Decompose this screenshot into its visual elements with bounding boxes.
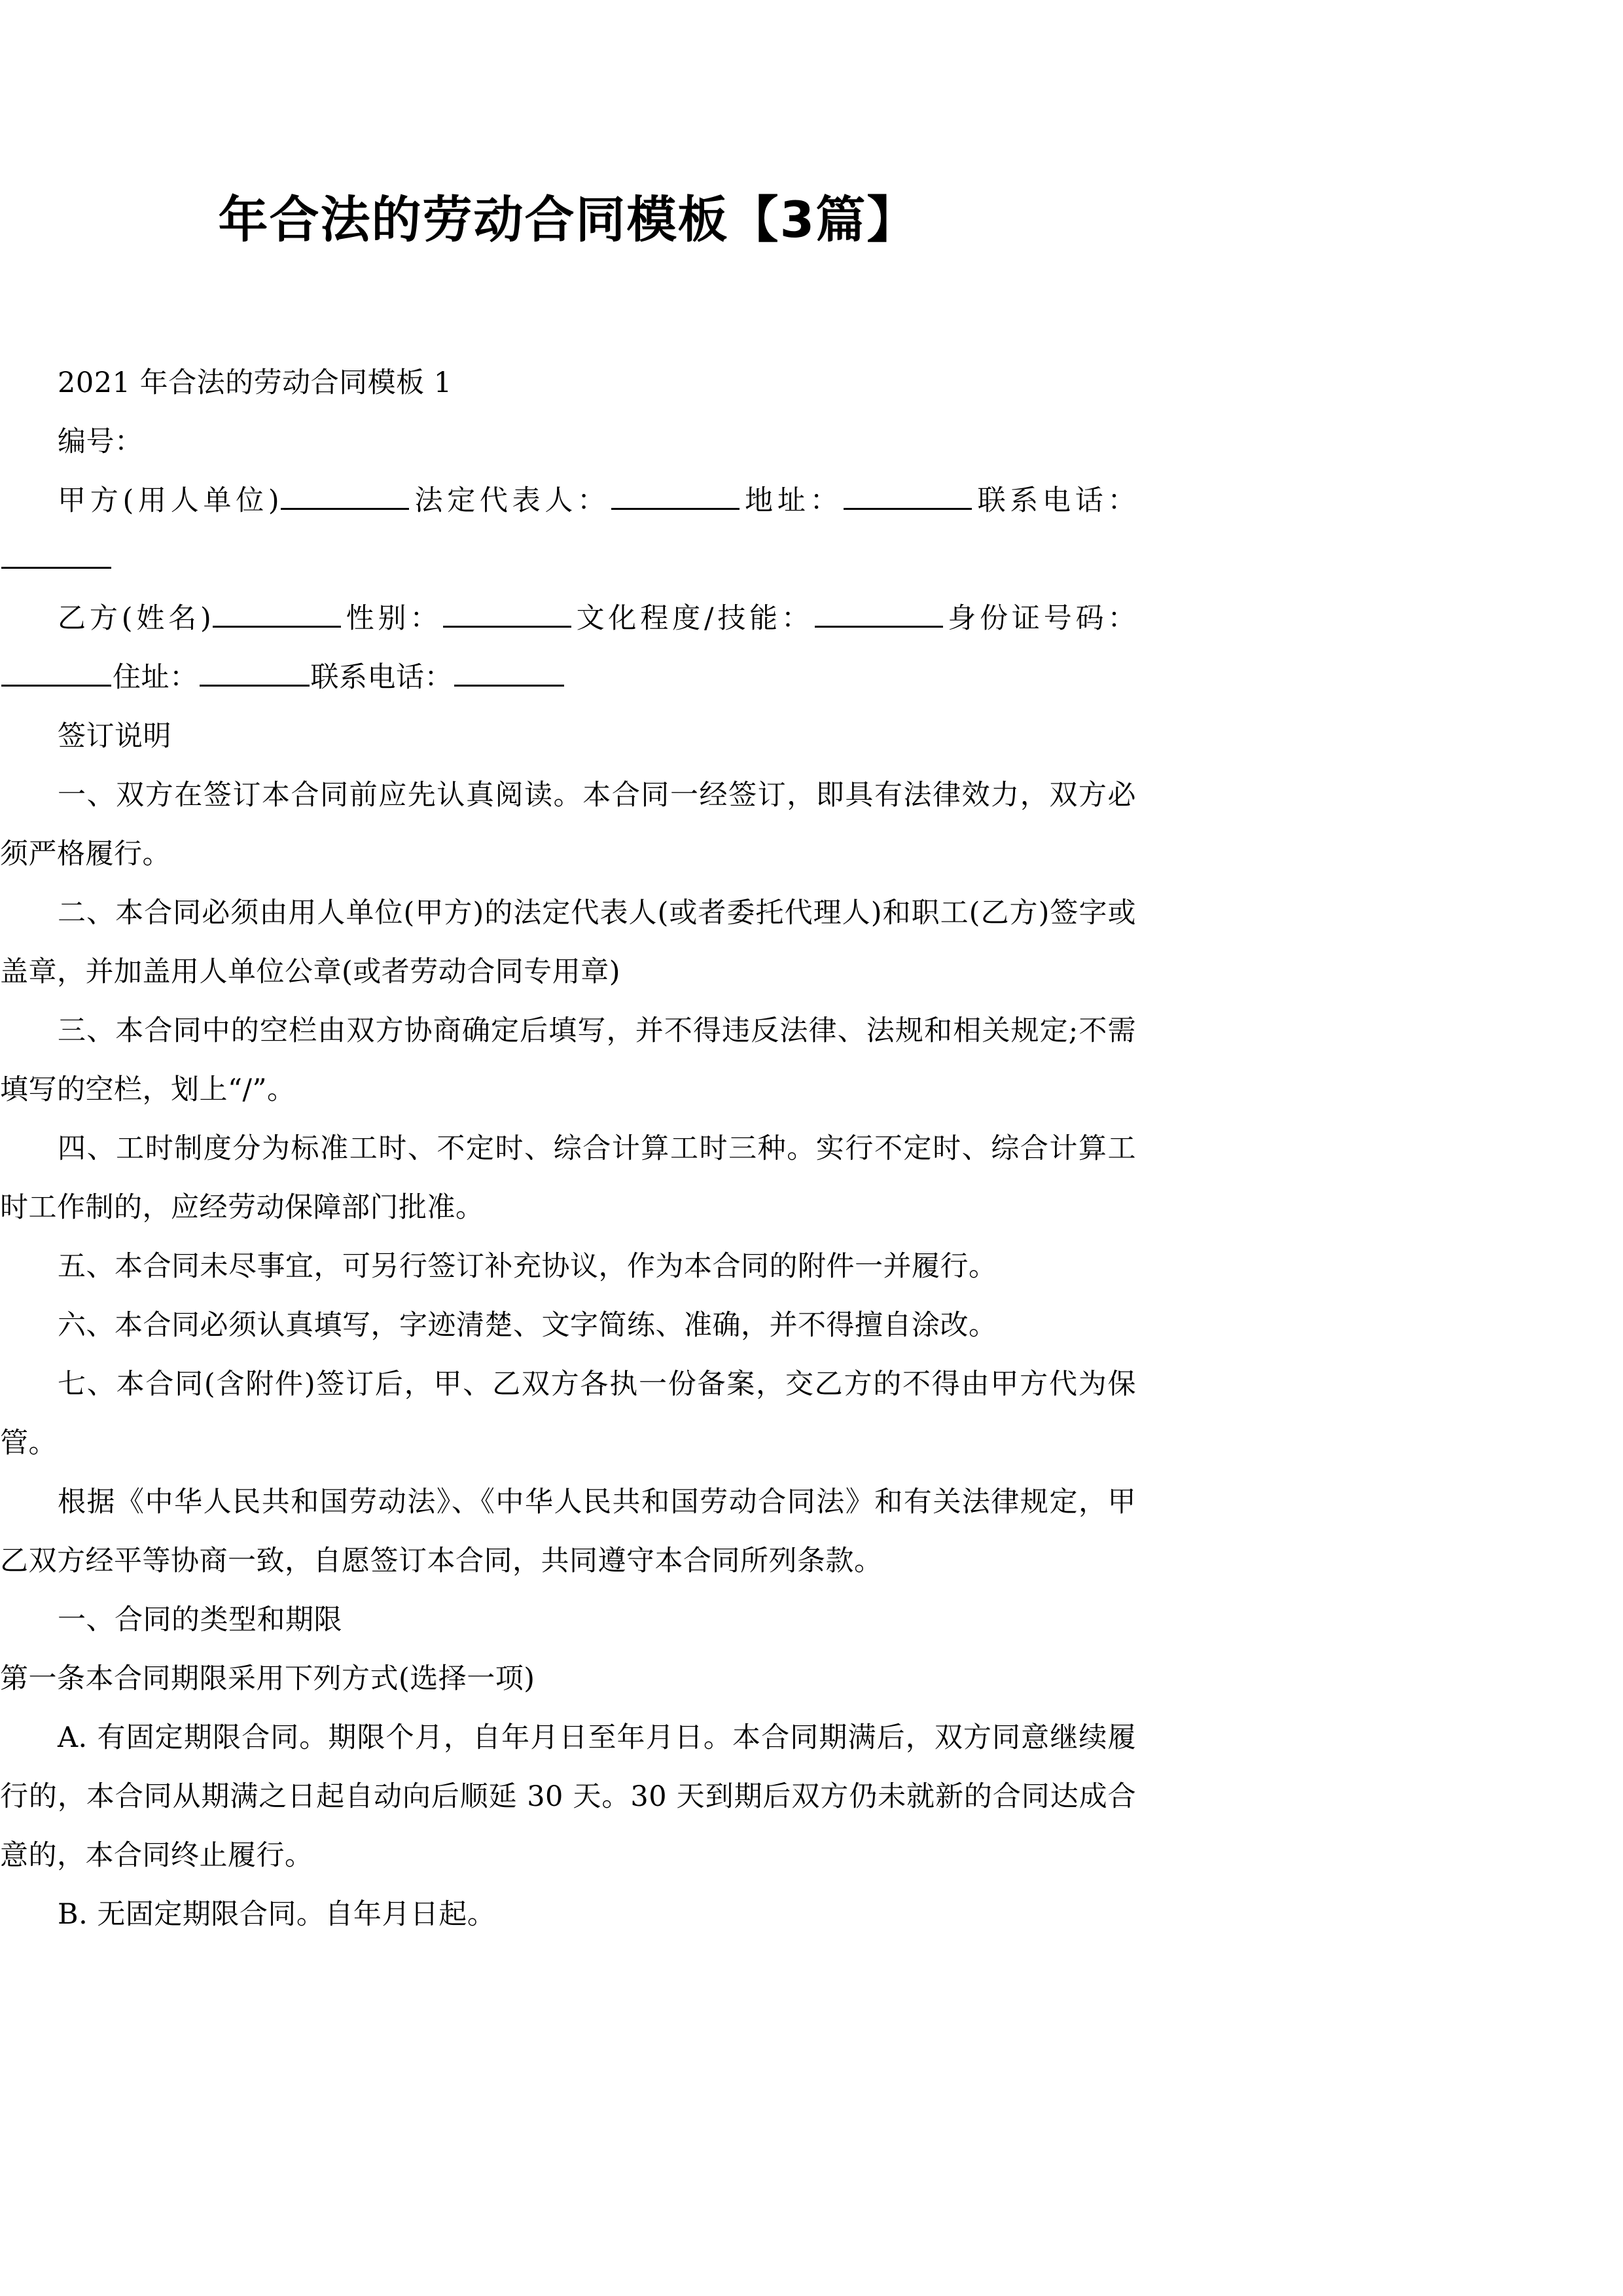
option-a-paragraph: A. 有固定期限合同。期限个月，自年月日至年月日。本合同期满后，双方同意继续履行的，本合同从期满之日起自动向后顺延 30 天。30 天到期后双方仍未就新的合同达成合意的，本合同终止履行。 [0, 1721, 1136, 1872]
party-a-row [0, 471, 1136, 589]
party-a-address-blank[interactable] [844, 481, 972, 510]
party-b-education-label: 文化程度/技能： [573, 602, 813, 635]
signing-instructions-heading: 签订说明 [58, 720, 171, 753]
party-a-phone-label: 联系电话： [973, 484, 1137, 517]
party-b-phone-label: 联系电话： [310, 661, 453, 694]
contract-number-label: 编号： [58, 425, 143, 458]
party-a-phone-blank[interactable] [1, 540, 111, 569]
party-b-education-blank[interactable] [815, 599, 943, 628]
signing-note-4: 四、工时制度分为标准工时、不定时、综合计算工时三种。实行不定时、综合计算工时工作制的，应经劳动保障部门批准。 [0, 1132, 1136, 1224]
signing-note-2: 二、本合同必须由用人单位(甲方)的法定代表人(或者委托代理人)和职工(乙方)签字或盖章，并加盖用人单位公章(或者劳动合同专用章) [0, 897, 1136, 988]
signing-note-1: 一、双方在签订本合同前应先认真阅读。本合同一经签订，即具有法律效力，双方必须严格履行。 [0, 779, 1136, 870]
page-title: 年合法的劳动合同模板【3篇】 [218, 190, 918, 249]
article-one-heading: 第一条本合同期限采用下列方式(选择一项) [0, 1662, 535, 1695]
signing-note-6: 六、本合同必须认真填写，字迹清楚、文字简练、准确，并不得擅自涂改。 [58, 1309, 997, 1342]
party-a-legal-rep-label: 法定代表人： [410, 484, 610, 517]
party-b-address-blank[interactable] [200, 658, 310, 687]
party-b-name-label: 乙方(姓名) [58, 602, 212, 635]
option-b-paragraph: B. 无固定期限合同。自年月日起。 [58, 1898, 496, 1931]
party-b-id-label: 身份证号码： [944, 602, 1136, 635]
party-b-address-label: 住址： [113, 661, 198, 694]
party-b-id-blank[interactable] [1, 658, 111, 687]
party-b-name-blank[interactable] [213, 599, 341, 628]
signing-note-7: 七、本合同(含附件)签订后，甲、乙双方各执一份备案，交乙方的不得由甲方代为保管。 [0, 1368, 1136, 1460]
signing-note-5: 五、本合同未尽事宜，可另行签订补充协议，作为本合同的附件一并履行。 [58, 1250, 997, 1283]
party-a-prefix-label: 甲方(用人单位) [58, 484, 280, 517]
section-one-heading: 一、合同的类型和期限 [58, 1604, 342, 1636]
party-a-legal-rep-blank[interactable] [611, 481, 740, 510]
preamble-paragraph: 根据《中华人民共和国劳动法》、《中华人民共和国劳动合同法》和有关法律规定，甲乙双方经平等协商一致，自愿签订本合同，共同遵守本合同所列条款。 [0, 1486, 1136, 1577]
party-b-phone-blank[interactable] [454, 658, 564, 687]
party-b-gender-blank[interactable] [443, 599, 571, 628]
document-body [0, 353, 1136, 1944]
party-b-gender-label: 性别： [342, 602, 442, 635]
party-a-name-blank[interactable] [281, 481, 409, 510]
party-a-address-label: 地址： [740, 484, 843, 517]
document-subtitle: 2021 年合法的劳动合同模板 1 [58, 367, 452, 399]
signing-note-3: 三、本合同中的空栏由双方协商确定后填写，并不得违反法律、法规和相关规定;不需填写的空栏，划上“/”。 [0, 1014, 1136, 1106]
party-b-row [0, 589, 1136, 707]
